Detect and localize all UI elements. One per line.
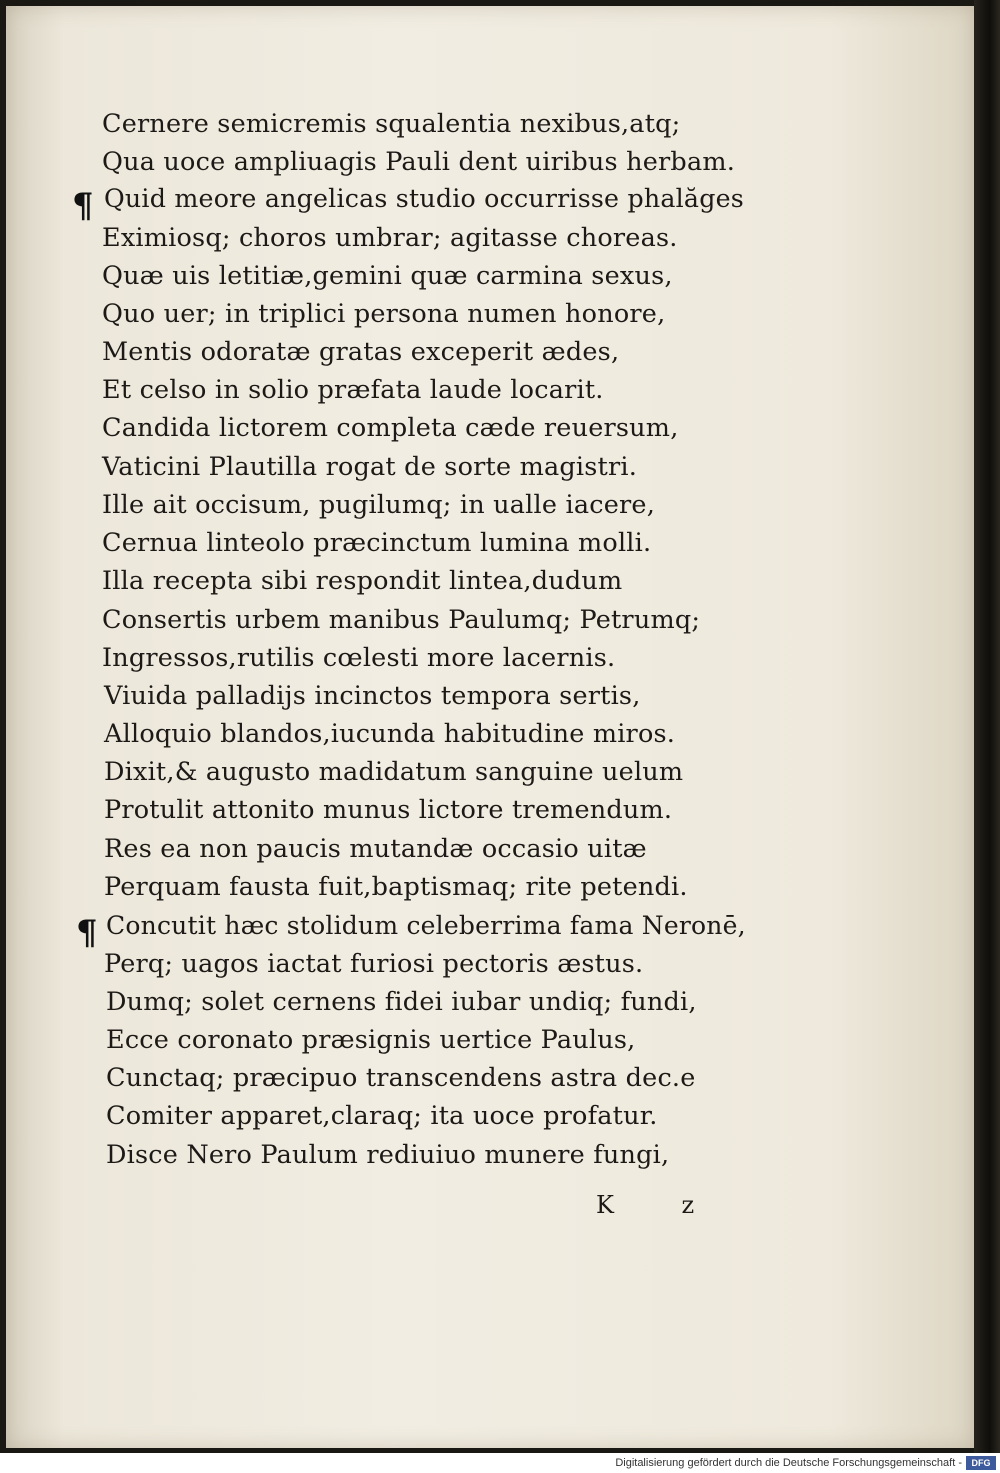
signature-mark: K z	[596, 1191, 725, 1219]
verse-line: Quid meore angelicas studio occurrisse phalăges	[104, 184, 744, 214]
verse-line: Qua uoce ampliuagis Pauli dent uiribus herbam.	[102, 147, 736, 177]
verse-line: Mentis odoratæ gratas exceperit ædes,	[102, 337, 620, 367]
verse-line: Res ea non paucis mutandæ occasio uitæ	[104, 834, 647, 864]
verse-line: Quo uer; in triplici persona numen honore,	[102, 299, 666, 329]
verse-line: Cernere semicremis squalentia nexibus,atq;	[102, 109, 681, 139]
verse-line: Perq; uagos iactat furiosi pectoris æstus.	[104, 949, 644, 979]
verse-line: Viuida palladijs incinctos tempora sertis,	[104, 681, 641, 711]
verse-line: Protulit attonito munus lictore tremendum.	[104, 795, 673, 825]
verse-line: Ecce coronato præsignis uertice Paulus,	[106, 1025, 636, 1055]
verse-line: Cernua linteolo præcinctum lumina molli.	[102, 528, 652, 558]
verse-line: Eximiosq; choros umbrar; agitasse choreas.	[102, 223, 678, 253]
verse-line: Vaticini Plautilla rogat de sorte magistri.	[102, 452, 638, 482]
verse-line: Disce Nero Paulum rediuiuo munere fungi,	[106, 1140, 670, 1170]
verse-line: Ille ait occisum, pugilumq; in ualle iacere,	[102, 490, 656, 520]
verse-line: Ingressos,rutilis cœlesti more lacernis.	[102, 643, 616, 673]
verse-line: Candida lictorem completa cæde reuersum,	[102, 413, 679, 443]
paragraph-mark: ¶	[76, 913, 98, 953]
dfg-logo-icon: DFG	[966, 1456, 996, 1470]
footer-bar	[0, 1453, 1000, 1473]
verse-line: Concutit hæc stolidum celeberrima fama Neronē,	[106, 911, 746, 941]
verse-line: Alloquio blandos,iucunda habitudine miros.	[104, 719, 676, 749]
verse-line: Comiter apparet,claraq; ita uoce profatur.	[106, 1101, 658, 1131]
funding-credit: Digitalisierung gefördert durch die Deutsche Forschungsgemeinschaft -	[615, 1457, 962, 1469]
verse-line: Cunctaq; præcipuo transcendens astra dec.e	[106, 1063, 696, 1093]
verse-line: Consertis urbem manibus Paulumq; Petrumq;	[102, 605, 701, 635]
paragraph-mark: ¶	[72, 186, 94, 226]
verse-line: Dixit,& augusto madidatum sanguine uelum	[104, 757, 684, 787]
verse-line: Quæ uis letitiæ,gemini quæ carmina sexus,	[102, 261, 673, 291]
verse-line: Dumq; solet cernens fidei iubar undiq; fundi,	[106, 987, 697, 1017]
verse-line: Perquam fausta fuit,baptismaq; rite petendi.	[104, 872, 688, 902]
verse-line: Et celso in solio præfata laude locarit.	[102, 375, 604, 405]
verse-line: Illa recepta sibi respondit lintea,dudum	[102, 566, 623, 596]
book-edge	[974, 0, 1000, 1453]
